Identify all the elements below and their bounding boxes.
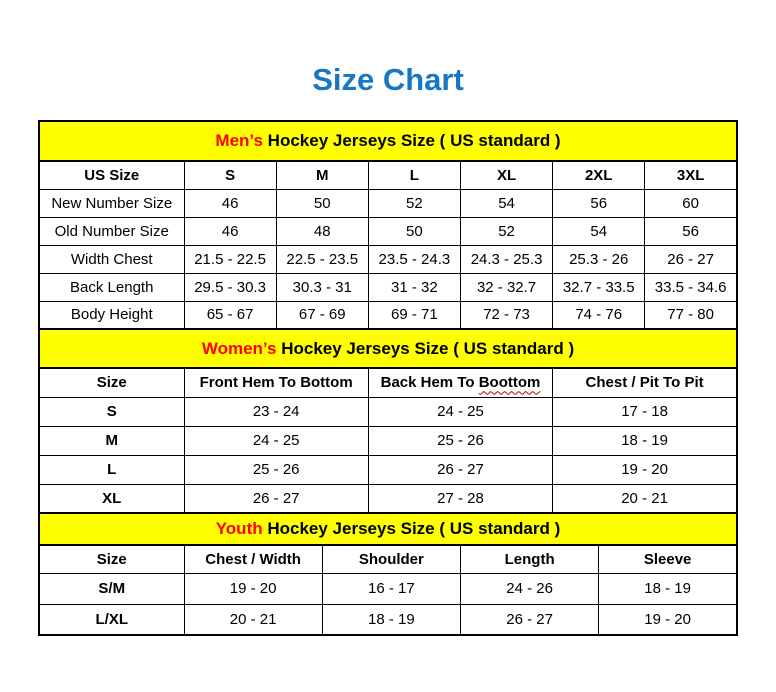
mens-row-label: Width Chest [39,245,184,273]
youth-cell: 18 - 19 [599,573,737,604]
mens-banner [39,121,737,161]
mens-cell: 21.5 - 22.5 [184,245,276,273]
womens-row-label: M [39,426,184,455]
youth-banner-highlight: Youth [215,519,263,538]
youth-banner [39,513,737,545]
youth-column-header: Chest / Width [184,545,322,573]
youth-row-label: L/XL [39,604,184,635]
womens-cell: 17 - 18 [553,397,737,426]
mens-cell: 72 - 73 [460,301,552,329]
womens-banner [39,329,737,368]
mens-cell: 29.5 - 30.3 [184,273,276,301]
womens-header-row [39,368,737,397]
womens-banner-highlight: Women’s [201,338,277,358]
mens-cell: 74 - 76 [553,301,645,329]
mens-cell: 32 - 32.7 [460,273,552,301]
mens-cell: 30.3 - 31 [276,273,368,301]
mens-cell: 33.5 - 34.6 [645,273,737,301]
mens-cell: 46 [184,217,276,245]
youth-table-row [39,573,737,604]
size-chart-container [38,120,738,636]
mens-table-row [39,301,737,329]
mens-cell: 77 - 80 [645,301,737,329]
womens-cell: 23 - 24 [184,397,368,426]
mens-banner-row [39,121,737,161]
womens-banner-row [39,329,737,368]
youth-banner-text: Hockey Jerseys Size ( US standard ) [262,519,561,538]
mens-row-label: New Number Size [39,189,184,217]
mens-column-header: M [276,161,368,189]
youth-column-header: Shoulder [322,545,460,573]
youth-column-header: Size [39,545,184,573]
page-title: Size Chart [312,62,464,97]
youth-column-header: Sleeve [599,545,737,573]
womens-cell: 18 - 19 [553,426,737,455]
womens-column-header: Front Hem To Bottom [184,368,368,397]
youth-cell: 18 - 19 [322,604,460,635]
size-table-womens [38,328,738,514]
mens-cell: 32.7 - 33.5 [553,273,645,301]
womens-column-header: Back Hem To Boottom [368,368,552,397]
mens-row-label: Body Height [39,301,184,329]
mens-column-header: 2XL [553,161,645,189]
mens-cell: 22.5 - 23.5 [276,245,368,273]
youth-cell: 16 - 17 [322,573,460,604]
mens-cell: 50 [276,189,368,217]
youth-header-row [39,545,737,573]
mens-row-label: Old Number Size [39,217,184,245]
womens-row-label: L [39,455,184,484]
youth-banner-row [39,513,737,545]
mens-row-label: Back Length [39,273,184,301]
youth-column-header: Length [461,545,599,573]
mens-cell: 56 [645,217,737,245]
womens-row-label: XL [39,484,184,513]
misspelled-word: Boottom [478,374,541,392]
mens-column-header: US Size [39,161,184,189]
youth-row-label: S/M [39,573,184,604]
mens-header-row [39,161,737,189]
womens-row-label: S [39,397,184,426]
youth-cell: 24 - 26 [461,573,599,604]
mens-column-header: L [368,161,460,189]
youth-table-row [39,604,737,635]
youth-cell: 19 - 20 [599,604,737,635]
mens-cell: 48 [276,217,368,245]
youth-cell: 19 - 20 [184,573,322,604]
womens-cell: 20 - 21 [553,484,737,513]
mens-cell: 69 - 71 [368,301,460,329]
mens-table-row [39,273,737,301]
womens-cell: 25 - 26 [184,455,368,484]
youth-cell: 20 - 21 [184,604,322,635]
mens-table-row [39,245,737,273]
womens-column-header: Size [39,368,184,397]
mens-column-header: S [184,161,276,189]
mens-cell: 67 - 69 [276,301,368,329]
mens-cell: 25.3 - 26 [553,245,645,273]
womens-table-row [39,397,737,426]
mens-column-header: 3XL [645,161,737,189]
womens-cell: 26 - 27 [368,455,552,484]
mens-cell: 54 [460,189,552,217]
womens-banner-text: Hockey Jerseys Size ( US standard ) [276,338,575,358]
youth-cell: 26 - 27 [461,604,599,635]
mens-cell: 26 - 27 [645,245,737,273]
mens-banner-highlight: Men’s [215,131,263,150]
mens-cell: 60 [645,189,737,217]
mens-cell: 54 [553,217,645,245]
womens-cell: 26 - 27 [184,484,368,513]
womens-table-row [39,455,737,484]
mens-table-row [39,217,737,245]
womens-table-row [39,426,737,455]
womens-cell: 25 - 26 [368,426,552,455]
size-table-mens [38,120,738,330]
mens-cell: 24.3 - 25.3 [460,245,552,273]
mens-column-header: XL [460,161,552,189]
mens-cell: 46 [184,189,276,217]
mens-cell: 31 - 32 [368,273,460,301]
mens-cell: 52 [460,217,552,245]
womens-cell: 24 - 25 [184,426,368,455]
mens-cell: 50 [368,217,460,245]
womens-cell: 19 - 20 [553,455,737,484]
mens-cell: 23.5 - 24.3 [368,245,460,273]
mens-table-row [39,189,737,217]
size-table-youth [38,512,738,636]
mens-banner-text: Hockey Jerseys Size ( US standard ) [262,131,561,150]
womens-table-row [39,484,737,513]
womens-column-header: Chest / Pit To Pit [553,368,737,397]
womens-cell: 24 - 25 [368,397,552,426]
mens-cell: 65 - 67 [184,301,276,329]
womens-cell: 27 - 28 [368,484,552,513]
mens-cell: 56 [553,189,645,217]
mens-cell: 52 [368,189,460,217]
